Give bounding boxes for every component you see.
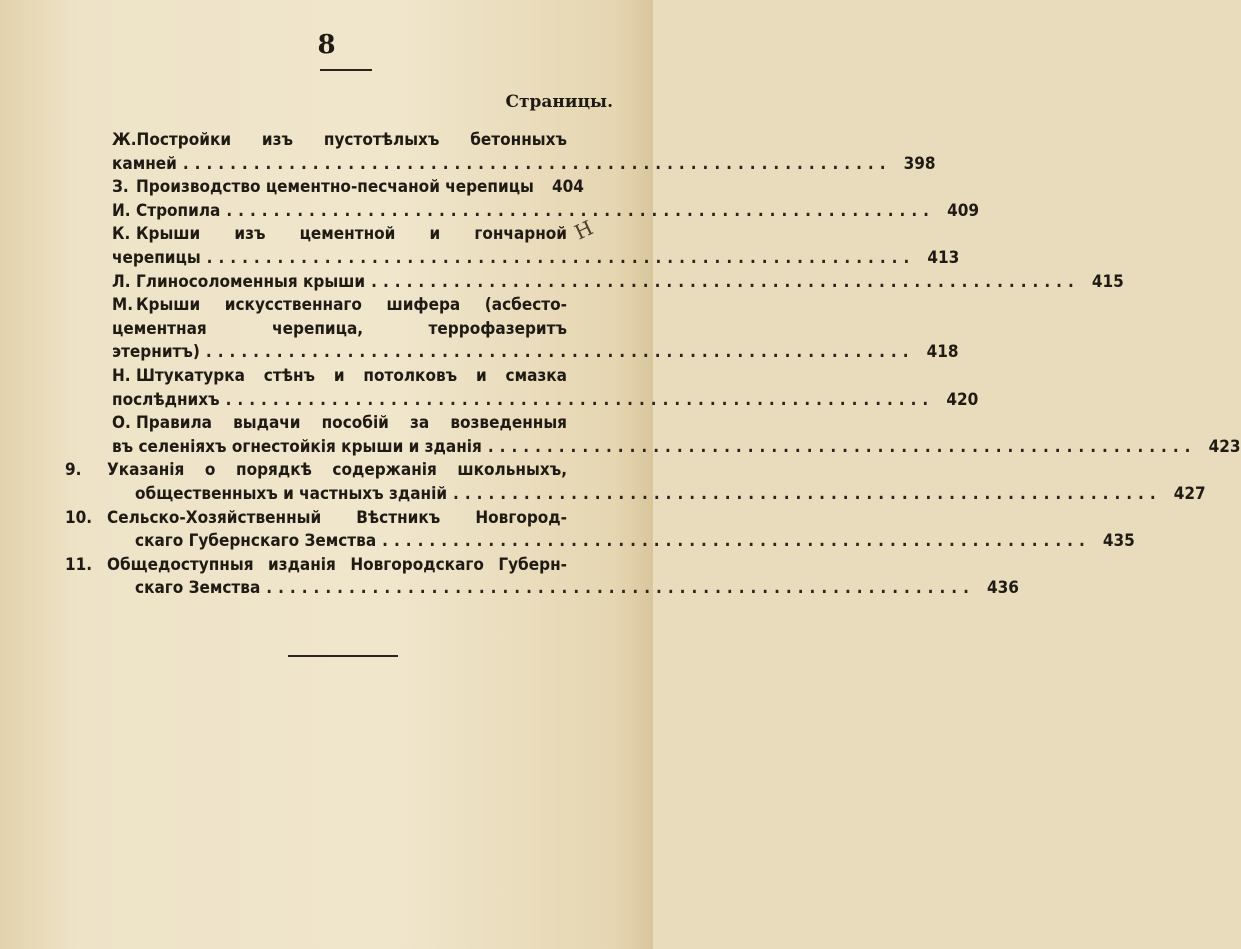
entry-title-line: камней xyxy=(112,153,177,174)
entry-marker: М. xyxy=(112,295,134,316)
toc-line xyxy=(112,199,979,223)
toc-line xyxy=(112,317,567,341)
entry-title-line: скаго Земства xyxy=(135,578,261,599)
entry-title-line: Крыши изъ цементной и гончарной xyxy=(136,224,567,245)
dot-leader: ............................................................ xyxy=(266,578,975,599)
dot-leader: ............................................................ xyxy=(226,200,935,221)
entry-page-number: 427 xyxy=(1173,484,1206,504)
dot-leader: ............................................................ xyxy=(487,436,1197,457)
toc-line xyxy=(112,222,567,246)
toc-line xyxy=(112,293,567,317)
entry-marker: И. xyxy=(112,200,131,221)
toc-line xyxy=(112,246,960,270)
entry-title-line: Крыши искусственнаго шифера (асбесто- xyxy=(136,295,567,316)
entry-page-number: 418 xyxy=(926,342,959,363)
toc-line xyxy=(112,152,936,176)
entry-page-number: 415 xyxy=(1091,271,1124,292)
entry-page-number: 404 xyxy=(551,177,584,198)
toc-line xyxy=(65,576,1019,600)
entry-page-number: 409 xyxy=(947,200,979,221)
entry-marker: 11. xyxy=(65,554,93,575)
entry-title-line: Правила выдачи пособій за возведенныя xyxy=(136,413,567,434)
entry-title-line: цементная черепица, террофазеритъ xyxy=(112,318,567,339)
dot-leader: ............................................................ xyxy=(371,271,1080,292)
entry-marker: З. xyxy=(112,177,129,198)
entry-marker: 10. xyxy=(65,507,93,528)
entry-title-line: Указанія о порядкѣ содержанія школьныхъ, xyxy=(107,460,567,481)
toc-line xyxy=(112,175,584,199)
page-number-rule xyxy=(320,69,372,71)
dot-leader: ............................................................ xyxy=(382,531,1091,552)
entry-title-line: въ селеніяхъ огнестойкія крыши и зданія xyxy=(112,436,482,457)
entry-title-line: общественныхъ и частныхъ зданій xyxy=(135,484,448,504)
entry-title-line: Сельско-Хозяйственный Вѣстникъ Новгород- xyxy=(107,507,567,528)
toc-line xyxy=(112,411,567,435)
entry-marker: 9. xyxy=(65,460,82,481)
toc-line xyxy=(112,364,567,388)
entry-page-number: 423 xyxy=(1208,436,1241,457)
dot-leader: ............................................................ xyxy=(182,153,892,174)
toc-line xyxy=(65,458,567,482)
entry-page-number: 436 xyxy=(986,578,1019,599)
entry-title-line: послѣднихъ xyxy=(112,389,220,410)
entry-page-number: 413 xyxy=(927,248,960,268)
dot-leader: ............................................................ xyxy=(225,389,935,410)
entry-marker: Н. xyxy=(112,366,131,386)
entry-title-line: Штукатурка стѣнъ и потолковъ и смазка xyxy=(136,366,567,386)
toc-line xyxy=(65,506,567,530)
entry-title-line: Глиносоломенныя крыши xyxy=(136,271,366,292)
closing-rule xyxy=(288,655,398,657)
entry-title-line: Постройки изъ пустотѣлыхъ бетонныхъ xyxy=(136,130,567,150)
entry-title-line: черепицы xyxy=(112,248,201,268)
toc-line xyxy=(65,529,1135,553)
dot-leader: ............................................................ xyxy=(205,342,915,363)
entry-marker: Ж. xyxy=(112,130,137,150)
entry-title-line: Стропила xyxy=(136,200,221,221)
toc-line xyxy=(112,388,979,412)
entry-title-line: Общедоступныя изданія Новгородскаго Губерн- xyxy=(107,554,567,575)
pages-column-header: Страницы. xyxy=(505,92,613,112)
handwritten-margin-mark: Н xyxy=(570,215,597,245)
toc-line xyxy=(112,270,1124,294)
toc-line xyxy=(65,553,567,577)
page-number: 8 xyxy=(317,30,336,60)
entry-title-line: скаго Губернскаго Земства xyxy=(135,531,377,552)
entry-title-line: Производство цементно-песчаной черепицы xyxy=(136,177,534,198)
entry-marker: К. xyxy=(112,224,131,245)
entry-page-number: 398 xyxy=(903,153,936,174)
toc-line xyxy=(65,482,1206,506)
entry-marker: Л. xyxy=(112,271,131,292)
toc-line xyxy=(112,128,567,152)
toc-line xyxy=(112,435,1241,459)
entry-page-number: 435 xyxy=(1102,531,1135,552)
dot-leader: ............................................................ xyxy=(453,484,1162,504)
entry-title-line: этернитъ) xyxy=(112,342,200,363)
toc-line xyxy=(112,340,959,364)
entry-marker: О. xyxy=(112,413,131,434)
entry-page-number: 420 xyxy=(946,389,979,410)
dot-leader: ............................................................ xyxy=(206,248,916,268)
